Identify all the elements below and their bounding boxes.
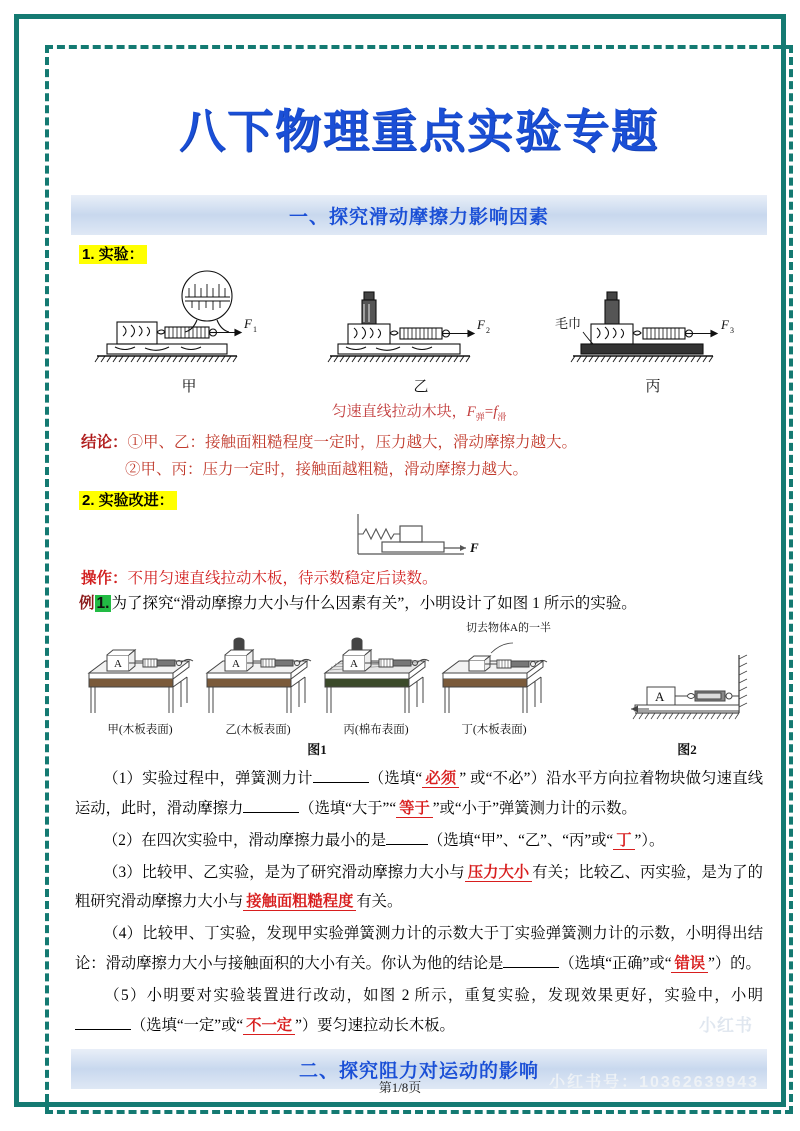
q1-t2: （选填“	[368, 770, 423, 788]
block-label-a: A	[350, 658, 358, 671]
experiment-label-row	[79, 243, 763, 264]
q1-blank-1[interactable]	[313, 782, 369, 783]
q2-t2: （选填“甲”、“乙”、“丙”或“	[428, 831, 614, 849]
questions-list	[75, 764, 763, 1040]
figure-bing	[553, 270, 753, 396]
operation-label: 操作：	[81, 570, 128, 588]
force-label-f2: F	[477, 317, 485, 332]
q2-answer-1: 丁	[613, 832, 634, 850]
figure-yi	[326, 270, 516, 396]
formula-eq: =	[484, 404, 494, 420]
panel-ding	[435, 633, 553, 737]
force-label-f1: F	[244, 316, 252, 331]
q3-answer-1: 压力大小	[465, 864, 533, 882]
question-2	[75, 826, 763, 856]
page-content	[63, 59, 775, 1114]
q1-t4: （选填“大于”“	[299, 799, 397, 817]
q1-t1: 实验过程中，弹簧测力计	[142, 770, 313, 788]
improve-label-row	[79, 489, 763, 510]
q3-t2: 有关；比较乙、丙实验，是为了的粗研究滑动摩擦力大小与	[75, 863, 763, 911]
example-number: 1.	[96, 595, 110, 613]
improve-label: 2. 实验改进：	[79, 491, 177, 510]
q2-blank-1[interactable]	[386, 844, 428, 845]
q4-t1: 比较甲、丁实验，发现甲实验弹簧测力计的示数大于丁实验弹簧测力计的示数，小明得出结论：滑动摩擦力大小与接触面积的大小有关。你认为他的结论是	[75, 925, 763, 973]
conclusion-row-2	[81, 456, 763, 483]
section-heading-2: 二、探究阻力对运动的影响	[71, 1049, 767, 1089]
improve-figure	[344, 512, 494, 560]
operation-line	[81, 566, 763, 588]
q1-answer-2: 等于	[396, 800, 433, 818]
operation-text: 不用匀速直线拉动木板，待示数稳定后读数。	[127, 570, 438, 588]
figure1-group	[81, 621, 553, 758]
figure2-block-label: A	[655, 689, 665, 705]
example-figures-row	[75, 619, 763, 758]
q4-answer-1: 错误	[671, 955, 708, 973]
panel-bing	[317, 633, 435, 737]
q5-t1: 小明要对实验装置进行改动，如图 2 所示，重复实验，发现效果更好，实验中，小明	[146, 986, 763, 1004]
question-4	[75, 919, 763, 979]
example-stem-line	[79, 592, 763, 617]
q4-t3: ”）的。	[708, 955, 761, 973]
towel-label: 毛巾	[555, 316, 582, 331]
svg-text:3: 3	[730, 326, 734, 335]
xiaohongshu-logo-watermark: 小红书	[685, 1007, 767, 1040]
cut-note: 切去物体A的一半	[466, 622, 551, 635]
question-5	[75, 981, 763, 1041]
conclusion-block	[81, 429, 763, 483]
q1-t3: ” 或“不必”）沿水平方向拉着物块做匀速直线运动，此时，滑动摩擦力	[75, 770, 763, 817]
formula-prefix: 匀速直线拉动木块，	[331, 404, 467, 420]
panel-caption-yi: 乙(木板表面)	[225, 724, 291, 737]
conclusion-row-1	[81, 429, 763, 456]
figure-caption-jia: 甲	[181, 379, 197, 395]
figure2-group	[617, 651, 757, 758]
page-footer: 第1/8页	[378, 1080, 422, 1095]
conclusion-text-2: ②甲、丙：压力一定时，接触面越粗糙，滑动摩擦力越大。	[125, 461, 529, 479]
question-3-no: （3）	[103, 863, 142, 881]
panel-yi	[199, 633, 317, 737]
panel-caption-jia: 甲(木板表面)	[107, 724, 173, 737]
question-2-no: （2）	[103, 831, 142, 849]
figure-caption-bing: 丙	[645, 379, 661, 395]
q5-blank-1[interactable]	[75, 1029, 131, 1030]
friction-figures-row	[75, 266, 763, 396]
panel-jia	[81, 633, 199, 737]
figure1-panels	[81, 633, 553, 737]
example-stem: 为了探究“滑动摩擦力大小与什么因素有关”，小明设计了如图 1 所示的实验。	[111, 595, 637, 613]
block-label-a: A	[232, 658, 240, 671]
page-border-outer	[14, 14, 786, 1107]
panel-caption-ding: 丁(木板表面)	[461, 724, 527, 737]
formula-f-sub: 弹	[475, 412, 485, 422]
improve-force-label: F	[470, 540, 479, 556]
example-tag: 例	[79, 595, 95, 613]
section-heading-1: 一、探究滑动摩擦力影响因素	[71, 195, 767, 235]
figure2	[617, 651, 757, 737]
formula-f2: f	[493, 404, 498, 420]
q4-blank-1[interactable]	[503, 967, 559, 968]
account-watermark: 小红书号：10362639943	[549, 1074, 759, 1091]
svg-text:2: 2	[486, 326, 490, 335]
q3-t1: 比较甲、乙实验，是为了研究滑动摩擦力大小与	[141, 863, 465, 881]
q1-answer-1: 必须	[422, 770, 459, 788]
figure-jia	[89, 270, 289, 396]
formula-line	[75, 400, 763, 423]
question-1	[75, 764, 763, 824]
formula-f: F	[466, 404, 476, 420]
force-label-f3: F	[721, 317, 729, 332]
q4-t2: （选填“正确”或“	[559, 955, 672, 973]
experiment-label: 1. 实验：	[79, 245, 147, 264]
block-label-a: A	[114, 658, 122, 671]
figure1-label: 图1	[307, 742, 327, 758]
q2-t1: 在四次实验中，滑动摩擦力最小的是	[141, 831, 387, 849]
q2-t3: ”）。	[634, 831, 665, 849]
question-5-no: （5）	[103, 986, 147, 1004]
q1-t5: ”或“小于”弹簧测力计的示数。	[432, 799, 637, 817]
figure2-label: 图2	[677, 742, 697, 758]
figure-caption-yi: 乙	[413, 379, 429, 395]
q1-blank-2[interactable]	[243, 812, 299, 813]
panel-caption-bing: 丙(棉布表面)	[343, 724, 409, 737]
question-1-no: （1）	[103, 770, 143, 788]
q3-answer-2: 接触面粗糙程度	[243, 893, 356, 911]
svg-text:1: 1	[253, 325, 257, 334]
improve-figure-wrap	[75, 512, 763, 560]
question-4-no: （4）	[103, 925, 143, 943]
formula-f2-sub: 滑	[497, 412, 507, 422]
q5-t2: （选填“一定”或“	[131, 1016, 244, 1034]
conclusion-label: 结论：	[81, 434, 128, 451]
q3-t3: 有关。	[356, 893, 403, 911]
page-title: 八下物理重点实验专题	[179, 105, 659, 157]
question-3	[75, 858, 763, 918]
q5-t3: ”）要匀速拉动长木板。	[295, 1016, 455, 1034]
q5-answer-1: 不一定	[243, 1017, 295, 1035]
conclusion-text-1: ①甲、乙：接触面粗糙程度一定时，压力越大，滑动摩擦力越大。	[127, 434, 578, 451]
